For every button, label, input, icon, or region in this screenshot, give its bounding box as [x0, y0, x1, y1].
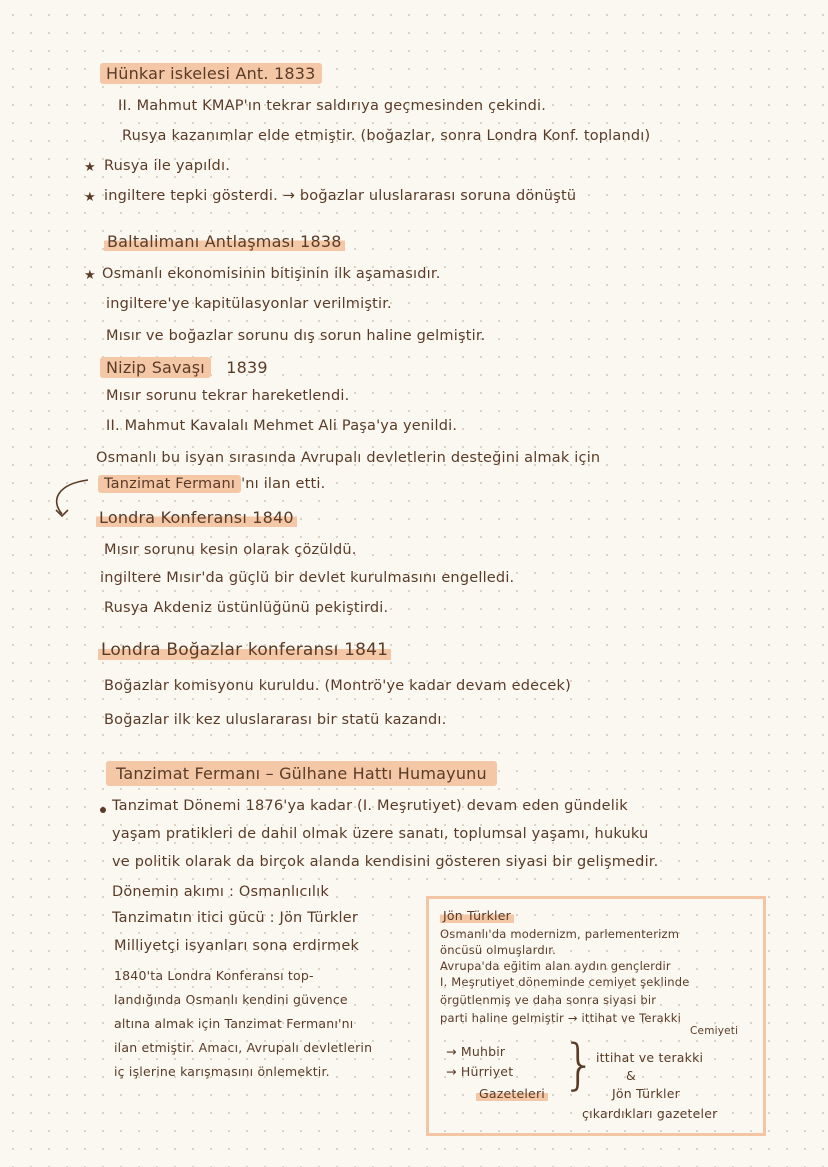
- nizip-line-4-rest: 'nı ilan etti.: [241, 476, 326, 492]
- heading-nizip-year: 1839: [226, 358, 268, 377]
- jon-line-5: örgütlenmiş ve daha sonra siyasi bir: [440, 993, 657, 1007]
- londra1841-line-2: Boğazlar ilk kez uluslararası bir statü kazandı.: [104, 712, 447, 728]
- tanzimat-line-2: yaşam pratikleri de dahil olmak üzere sanatı, toplumsal yaşamı, hukuku: [112, 826, 649, 842]
- tanzimat-line-11: iç işlerine karışmasını önlemektir.: [114, 1064, 330, 1079]
- hunkar-line-1: II. Mahmut KMAP'ın tekrar saldırıya geçmesinden çekindi.: [118, 98, 547, 114]
- heading-nizip: [100, 358, 268, 377]
- star-icon: ★: [84, 190, 96, 205]
- tanzimat-line-4: Dönemin akımı : Osmanlıcılık: [112, 884, 329, 900]
- right-line-3: Jön Türkler: [612, 1086, 680, 1101]
- nizip-line-1: Mısır sorunu tekrar hareketlendi.: [106, 388, 350, 404]
- bullet-icon: [100, 807, 106, 813]
- jon-turkler-title-text: Jön Türkler: [440, 908, 514, 923]
- heading-londra-1841: [98, 640, 391, 660]
- tanzimat-line-6: Milliyetçi isyanları sona erdirmek: [114, 938, 360, 954]
- jon-line-4: I. Meşrutiyet döneminde cemiyet şeklinde: [440, 975, 690, 989]
- heading-tanzimat: [106, 764, 497, 783]
- jon-line-2: öncüsü olmuşlardır.: [440, 943, 556, 957]
- tanzimat-line-8: landığında Osmanlı kendini güvence: [114, 992, 348, 1007]
- heading-baltalimani-text: Baltalimanı Antlaşması 1838: [104, 232, 345, 251]
- tanzimat-line-9: altına almak için Tanzimat Fermanı'nı: [114, 1016, 354, 1031]
- heading-londra-1840-text: Londra Konferansı 1840: [96, 508, 297, 527]
- right-line-1: ittihat ve terakki: [596, 1050, 704, 1065]
- tanzimat-highlight: Tanzimat Fermanı: [98, 475, 241, 493]
- hunkar-line-2: Rusya kazanımlar elde etmiştir. (boğazlar, sonra Londra Konf. toplandı): [122, 128, 651, 144]
- londra1840-line-2: ingiltere Mısır'da güçlü bir devlet kurulmasını engelledi.: [100, 570, 515, 586]
- jon-turkler-title: [440, 908, 514, 923]
- hunkar-line-4: ingiltere tepki gösterdi. → boğazlar uluslararası soruna dönüştü: [104, 188, 577, 204]
- tanzimat-line-10: ilan etmiştir. Amacı, Avrupalı devletlerin: [114, 1040, 373, 1055]
- tanzimat-line-1: Tanzimat Dönemi 1876'ya kadar (I. Meşrutiyet) devam eden gündelik: [112, 798, 628, 814]
- heading-baltalimani: [104, 232, 345, 251]
- hunkar-line-3: Rusya ile yapıldı.: [104, 158, 231, 174]
- jon-line-3: Avrupa'da eğitim alan aydın gençlerdir: [440, 959, 671, 973]
- jon-line-1: Osmanlı'da modernizm, parlementerizm: [440, 927, 680, 941]
- star-icon: ★: [84, 268, 96, 283]
- tanzimat-line-5: Tanzimatın itici gücü : Jön Türkler: [112, 910, 358, 926]
- heading-hunkar: [100, 64, 322, 83]
- paper-muhbir: → Muhbir: [446, 1044, 506, 1059]
- paper-hurriyet: → Hürriyet: [446, 1064, 514, 1079]
- heading-londra-1841-text: Londra Boğazlar konferansı 1841: [98, 640, 391, 660]
- nizip-line-4: [98, 476, 325, 493]
- nizip-line-3: Osmanlı bu isyan sırasında Avrupalı devletlerin desteğini almak için: [96, 450, 601, 466]
- heading-londra-1840: [96, 508, 297, 527]
- londra1840-line-3: Rusya Akdeniz üstünlüğünü pekiştirdi.: [104, 600, 389, 616]
- baltalimani-line-2: ingiltere'ye kapitülasyonlar verilmiştir.: [106, 296, 392, 312]
- tanzimat-line-7: 1840'ta Londra Konferansı top-: [114, 968, 314, 983]
- curved-arrow-icon: [48, 470, 98, 530]
- star-icon: ★: [84, 160, 96, 175]
- baltalimani-line-3: Mısır ve boğazlar sorunu dış sorun haline gelmiştir.: [106, 328, 486, 344]
- jon-line-7: Cemiyeti: [690, 1025, 739, 1037]
- londra1841-line-1: Boğazlar komisyonu kuruldu. (Montrö'ye kadar devam edecek): [104, 678, 571, 694]
- jon-line-6: parti haline gelmiştir → ittihat ve Terakki: [440, 1011, 681, 1025]
- tanzimat-line-3: ve politik olarak da birçok alanda kendisini gösteren siyasi bir gelişmedir.: [112, 854, 659, 870]
- londra1840-line-1: Mısır sorunu kesin olarak çözüldü.: [104, 542, 357, 558]
- brace-icon: }: [562, 1033, 597, 1096]
- right-line-2: &: [626, 1068, 636, 1083]
- heading-nizip-text: Nizip Savaşı: [100, 357, 211, 378]
- right-line-4: çıkardıkları gazeteler: [582, 1106, 718, 1121]
- baltalimani-line-1: Osmanlı ekonomisinin bitişinin ilk aşamasıdır.: [102, 266, 441, 282]
- nizip-line-2: II. Mahmut Kavalalı Mehmet Ali Paşa'ya yenildi.: [106, 418, 458, 434]
- papers-label-text: Gazeteleri: [476, 1086, 548, 1101]
- heading-tanzimat-text: Tanzimat Fermanı – Gülhane Hattı Humayunu: [106, 761, 497, 786]
- heading-hunkar-text: Hünkar iskelesi Ant. 1833: [100, 63, 322, 84]
- papers-label: [476, 1086, 548, 1101]
